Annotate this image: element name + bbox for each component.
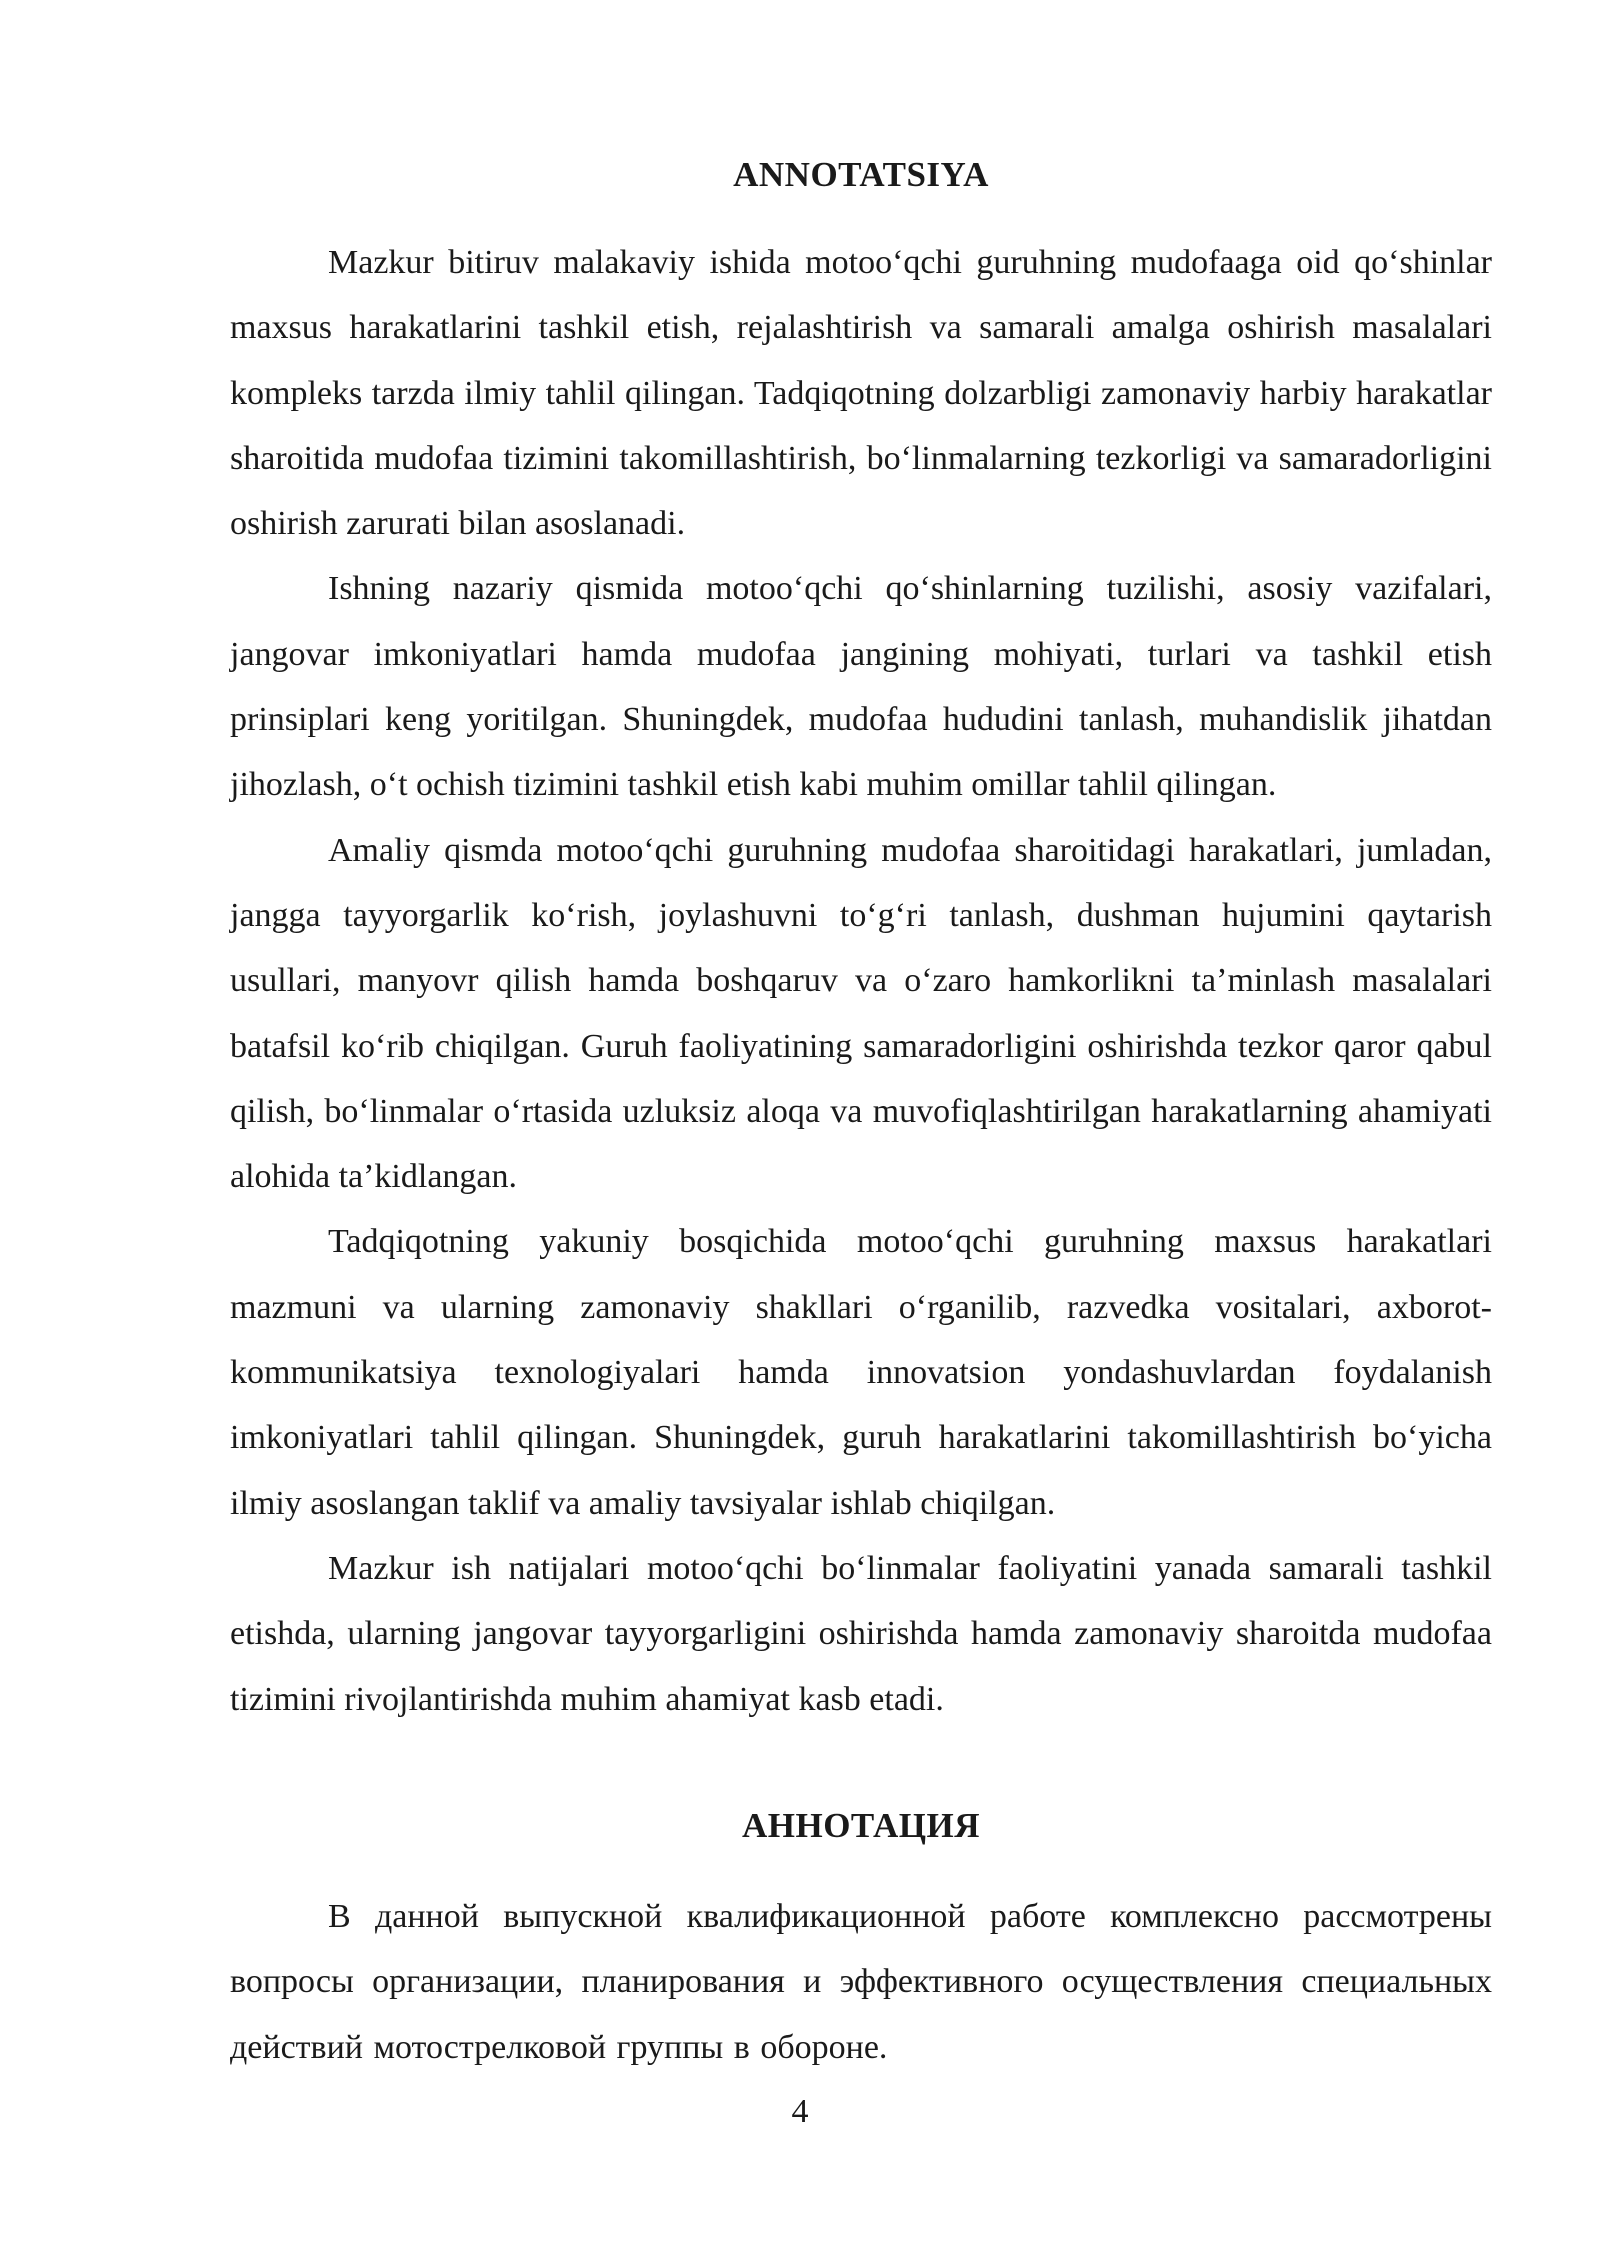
annotation-body-uz <box>230 230 1492 1732</box>
paragraph: В данной выпускной квалификационной работе комплексно рассмотрены вопросы организации, планирования и эффективного осуществления специальных действий мотострелковой группы в обороне. <box>230 1898 1492 2066</box>
paragraph: Ishning nazariy qismida motoo‘qchi qo‘shinlarning tuzilishi, asosiy vazifalari, jangovar imkoniyatlari hamda mudofaa jangining mohiyati, turlari va tashkil etish prinsiplari keng yoritilgan. Shuningdek, mudofaa hududini tanlash, muhandislik jihatdan jihozlash, o‘t ochish tizimini tashkil etish kabi muhim omillar tahlil qilingan. <box>230 570 1492 804</box>
annotation-title-uz: ANNOTATSIYA <box>733 155 989 194</box>
paragraph: Mazkur bitiruv malakaviy ishida motoo‘qchi guruhning mudofaaga oid qo‘shinlar maxsus harakatlarini tashkil etish, rejalashtirish va samarali amalga oshirish masalalari kompleks tarzda ilmiy tahlil qilingan. Tadqiqotning dolzarbligi zamonaviy harbiy harakatlar sharoitida mudofaa tizimini takomillashtirish, bo‘linmalarning tezkorligi va samaradorligini oshirish zarurati bilan asoslanadi. <box>230 244 1492 543</box>
paragraph: Amaliy qismda motoo‘qchi guruhning mudofaa sharoitidagi harakatlari, jumladan, jangga tayyorgarlik ko‘rish, joylashuvni to‘g‘ri tanlash, dushman hujumini qaytarish usullari, manyovr qilish hamda boshqaruv va o‘zaro hamkorlikni ta’minlash masalalari batafsil ko‘rib chiqilgan. Guruh faoliyatining samaradorligini oshirishda tezkor qaror qabul qilish, bo‘linmalar o‘rtasida uzluksiz aloqa va muvofiqlashtirilgan harakatlarning ahamiyati alohida ta’kidlangan. <box>230 831 1492 1196</box>
paragraph: Mazkur ish natijalari motoo‘qchi bo‘linmalar faoliyatini yanada samarali tashkil etishda, ularning jangovar tayyorgarligini oshirishda hamda zamonaviy sharoitda mudofaa tizimini rivojlantirishda muhim ahamiyat kasb etadi. <box>230 1549 1492 1718</box>
annotation-body-ru <box>230 1884 1492 2080</box>
annotation-title-ru: АННОТАЦИЯ <box>741 1806 981 1845</box>
page-number: 4 <box>791 2093 809 2130</box>
paragraph: Tadqiqotning yakuniy bosqichida motoo‘qchi guruhning maxsus harakatlari mazmuni va ularning zamonaviy shakllari o‘rganilib, razvedka vositalari, axborot-kommunikatsiya texnologiyalari hamda innovatsion yondashuvlardan foydalanish imkoniyatlari tahlil qilingan. Shuningdek, guruh harakatlarini takomillashtirish bo‘yicha ilmiy asoslangan taklif va amaliy tavsiyalar ishlab chiqilgan. <box>230 1223 1492 1522</box>
